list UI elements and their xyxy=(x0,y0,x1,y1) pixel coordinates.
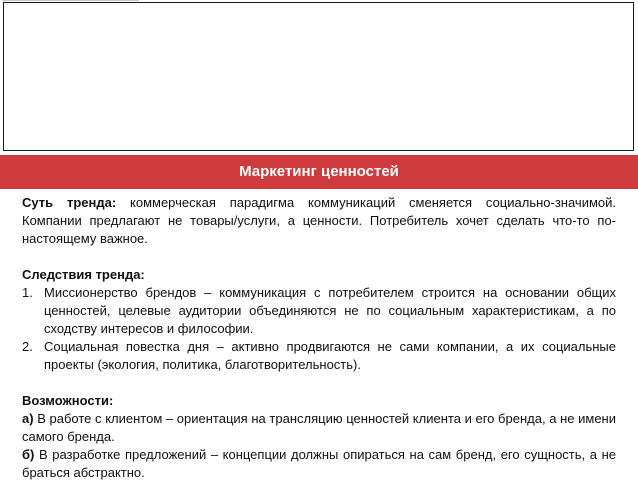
slide-title: Маркетинг ценностей xyxy=(239,163,399,180)
consequences-list xyxy=(22,284,616,374)
list-item-text: Миссионерство брендов – коммуникация с потребителем строится на основании общих ценностей, целевые аудитории объединяются не по социальным характеристикам, а по сходству интересов и философии. xyxy=(44,285,616,336)
spacer xyxy=(22,248,616,266)
slide-title-banner xyxy=(0,155,638,189)
opportunity-text: В работе с клиентом – ориентация на трансляцию ценностей клиента и его бренда, а не имени самого бренда. xyxy=(22,411,616,444)
opportunity-label: б) xyxy=(22,447,35,462)
top-strip xyxy=(3,0,139,1)
trend-text: коммерческая парадигма коммуникаций сменяется социально-значимой. Компании предлагают не товары/услуги, а ценности. Потребитель хочет сделать что-то по-настоящему важное. xyxy=(22,195,616,246)
spacer xyxy=(22,374,616,392)
consequences-heading: Следствия тренда: xyxy=(22,267,145,282)
list-item xyxy=(22,338,616,374)
opportunity-label: а) xyxy=(22,411,34,426)
list-item-text: Социальная повестка дня – активно продвигаются не сами компании, а их социальные проекты (экология, политика, благотворительность). xyxy=(44,339,616,372)
opportunities-heading: Возможности: xyxy=(22,393,114,408)
list-item xyxy=(22,284,616,338)
list-item-number: 2. xyxy=(22,339,33,354)
trend-label: Суть тренда: xyxy=(22,195,117,210)
slide-body xyxy=(22,194,616,482)
trend-paragraph xyxy=(22,194,616,248)
list-item-number: 1. xyxy=(22,285,33,300)
image-placeholder-frame xyxy=(3,2,634,151)
opportunity-item xyxy=(22,410,616,446)
opportunity-text: В разработке предложений – концепции должны опираться на сам бренд, его сущность, а не браться абстрактно. xyxy=(22,447,616,480)
opportunity-item xyxy=(22,446,616,482)
